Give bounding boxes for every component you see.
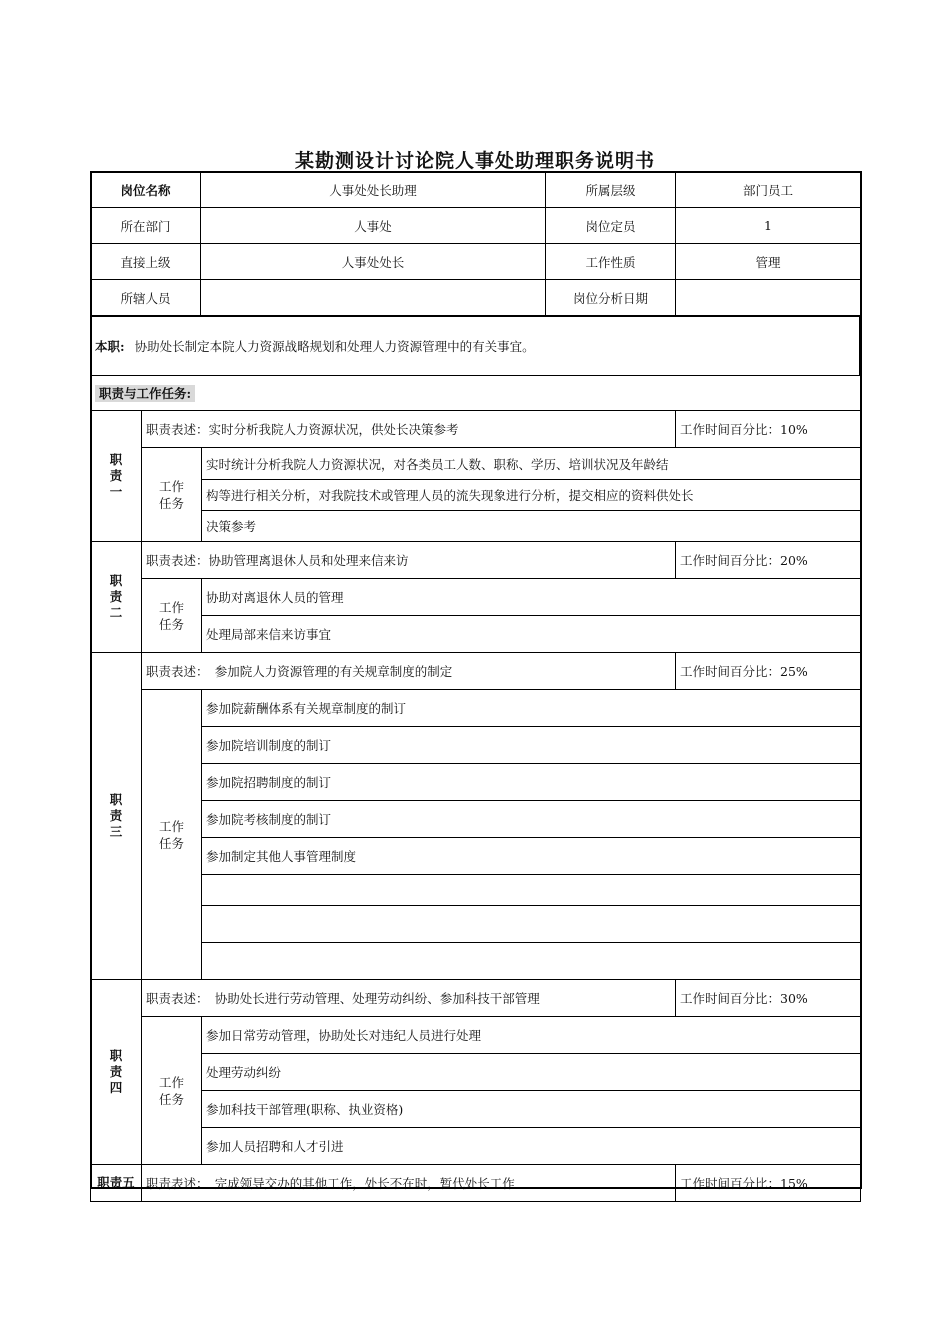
level-label: 所属层级 (546, 172, 676, 208)
task-row (91, 1054, 861, 1091)
task-row (91, 1128, 861, 1165)
task-item: 参加院考核制度的制订 (202, 801, 861, 838)
duty-desc-row (91, 1165, 861, 1202)
task-item (202, 875, 861, 906)
duty-desc-row (91, 980, 861, 1017)
main-duty-table (90, 316, 860, 376)
info-row (91, 172, 861, 208)
analysis-date-value (676, 280, 861, 316)
task-item (202, 906, 861, 943)
task-row (91, 690, 861, 727)
duty-description: 职责表述： 参加院人力资源管理的有关规章制度的制定 (142, 653, 676, 690)
subordinates-label: 所辖人员 (91, 280, 201, 316)
task-item: 参加人员招聘和人才引进 (202, 1128, 861, 1165)
duty-time-percent: 工作时间百分比：10% (676, 411, 861, 448)
position-name-label: 岗位名称 (91, 172, 201, 208)
task-row (91, 616, 861, 653)
task-row (91, 801, 861, 838)
info-row (91, 280, 861, 316)
duty-label-text: 职责三 (109, 792, 123, 839)
duty-label-text: 职责五 (97, 1175, 135, 1190)
page-title: 某勘测设计讨论院人事处助理职务说明书 (294, 150, 655, 172)
task-row (91, 511, 861, 542)
task-item: 参加日常劳动管理，协助处长对违纪人员进行处理 (202, 1017, 861, 1054)
duty-time-percent: 工作时间百分比：30% (676, 980, 861, 1017)
task-label-text: 工作任务 (158, 1074, 184, 1107)
task-item (202, 943, 861, 980)
duty-time-percent: 工作时间百分比：20% (676, 542, 861, 579)
task-row (91, 448, 861, 480)
headcount-value: 1 (676, 208, 861, 244)
task-row (91, 943, 861, 980)
duty-label-text: 职责二 (109, 573, 123, 620)
duty-time-percent: 工作时间百分比：15% (676, 1165, 861, 1202)
task-label-text: 工作任务 (158, 478, 184, 511)
analysis-date-label: 岗位分析日期 (546, 280, 676, 316)
supervisor-value: 人事处处长 (201, 244, 546, 280)
task-item: 参加制定其他人事管理制度 (202, 838, 861, 875)
task-label (142, 1017, 202, 1165)
duty-label-text: 职责一 (109, 452, 123, 499)
task-label (142, 579, 202, 653)
task-item: 参加院薪酬体系有关规章制度的制订 (202, 690, 861, 727)
work-nature-value: 管理 (676, 244, 861, 280)
headcount-label: 岗位定员 (546, 208, 676, 244)
task-label-text: 工作任务 (158, 818, 184, 851)
task-row (91, 875, 861, 906)
info-row (91, 244, 861, 280)
task-item: 构等进行相关分析，对我院技术或管理人员的流失现象进行分析，提交相应的资料供处长 (202, 480, 861, 511)
supervisor-label: 直接上级 (91, 244, 201, 280)
task-row (91, 1091, 861, 1128)
task-row (91, 1017, 861, 1054)
task-item: 参加院招聘制度的制订 (202, 764, 861, 801)
task-item: 协助对离退休人员的管理 (202, 579, 861, 616)
task-item: 实时统计分析我院人力资源状况，对各类员工人数、职称、学历、培训状况及年龄结 (202, 448, 861, 480)
task-row (91, 906, 861, 943)
section-header-row (91, 376, 861, 411)
subordinates-value (201, 280, 546, 316)
section-header-cell (91, 376, 861, 411)
duty-description: 职责表述： 协助处长进行劳动管理、处理劳动纠纷、参加科技干部管理 (142, 980, 676, 1017)
main-duty-cell (91, 317, 860, 376)
task-item: 处理劳动纠纷 (202, 1054, 861, 1091)
section-header: 职责与工作任务: (95, 385, 195, 402)
info-row (91, 208, 861, 244)
duty-label (91, 542, 142, 653)
duty-label (91, 980, 142, 1165)
duty-description: 职责表述：实时分析我院人力资源状况，供处长决策参考 (142, 411, 676, 448)
task-row (91, 838, 861, 875)
main-duty-label: 本职: (95, 339, 125, 354)
level-value: 部门员工 (676, 172, 861, 208)
work-nature-label: 工作性质 (546, 244, 676, 280)
task-label (142, 448, 202, 542)
duty-desc-row (91, 411, 861, 448)
task-label (142, 690, 202, 980)
task-row (91, 727, 861, 764)
duties-table (90, 375, 861, 1202)
duty-desc-row (91, 542, 861, 579)
duty-label (91, 1165, 142, 1202)
position-info-table (90, 171, 861, 316)
main-duty-text: 协助处长制定本院人力资源战略规划和处理人力资源管理中的有关事宜。 (134, 339, 535, 354)
task-item: 决策参考 (202, 511, 861, 542)
department-label: 所在部门 (91, 208, 201, 244)
duty-time-percent: 工作时间百分比：25% (676, 653, 861, 690)
duty-label (91, 411, 142, 542)
position-name-value: 人事处处长助理 (201, 172, 546, 208)
task-item: 参加科技干部管理(职称、执业资格) (202, 1091, 861, 1128)
task-row (91, 480, 861, 511)
department-value: 人事处 (201, 208, 546, 244)
duty-desc-row (91, 653, 861, 690)
task-row (91, 764, 861, 801)
task-label-text: 工作任务 (158, 599, 184, 632)
duty-label (91, 653, 142, 980)
task-item: 参加院培训制度的制订 (202, 727, 861, 764)
task-item: 处理局部来信来访事宜 (202, 616, 861, 653)
duty-label-text: 职责四 (109, 1048, 123, 1095)
duty-description: 职责表述： 完成领导交办的其他工作，处长不在时，暂代处长工作 (142, 1165, 676, 1202)
duty-description: 职责表述：协助管理离退休人员和处理来信来访 (142, 542, 676, 579)
task-row (91, 579, 861, 616)
